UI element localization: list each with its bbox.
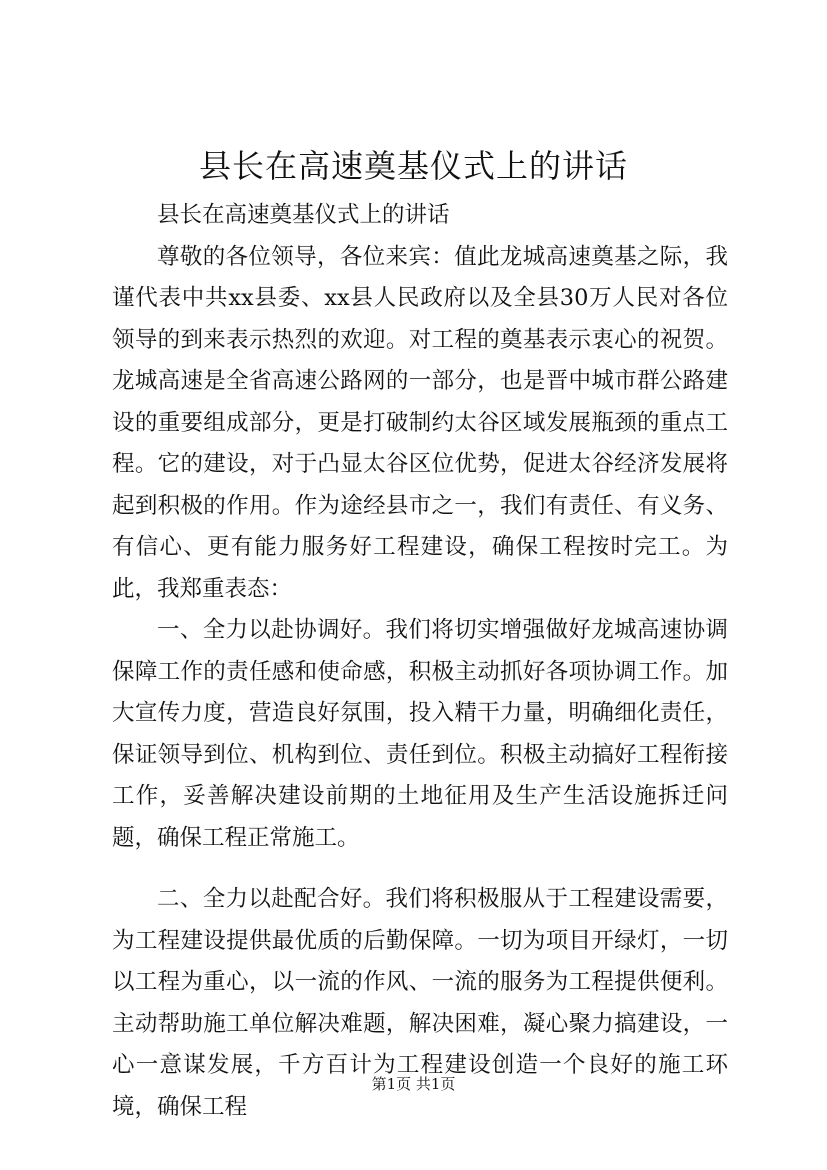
body-paragraph-subtitle: 县长在高速奠基仪式上的讲话: [157, 202, 450, 228]
body-paragraph-greeting: 尊敬的各位领导，各位来宾：值此龙城高速奠基之际，我谨代表中共xx县委、xx县人民政府以及全县30万人民对各位领导的到来表示热烈的欢迎。对工程的奠基表示衷心的祝贺。龙城高速是全省高速公路网的一部分，也是晋中城市群公路建设的重要组成部分，更是打破制约太谷区域发展瓶颈的重点工程。它的建设，对于凸显太谷区位优势，促进太谷经济发展将起到积极的作用。作为途经县市之一，我们有责任、有义务、有信心、更有能力服务好工程建设，确保工程按时完工。为此，我郑重表态：: [112, 243, 728, 602]
page-footer: 第1页 共1页: [371, 1075, 456, 1093]
body-paragraph-point-one: 一、全力以赴协调好。我们将切实增强做好龙城高速协调保障工作的责任感和使命感，积极主动抓好各项协调工作。加大宣传力度，营造良好氛围，投入精干力量，明确细化责任，保证领导到位、机构到位、责任到位。积极主动搞好工程衔接工作，妥善解决建设前期的土地征用及生产生活设施拆迁问题，确保工程正常施工。: [112, 617, 728, 851]
document-body: [112, 195, 728, 1128]
document-title: 县长在高速奠基仪式上的讲话: [198, 147, 628, 185]
body-paragraph-point-two: 二、全力以赴配合好。我们将积极服从于工程建设需要，为工程建设提供最优质的后勤保障。一切为项目开绿灯，一切以工程为重心，以一流的作风、一流的服务为工程提供便利。主动帮助施工单位解决难题，解决困难，凝心聚力搞建设，一心一意谋发展，千方百计为工程建设创造一个良好的施工环境，确保工程: [112, 886, 728, 1120]
